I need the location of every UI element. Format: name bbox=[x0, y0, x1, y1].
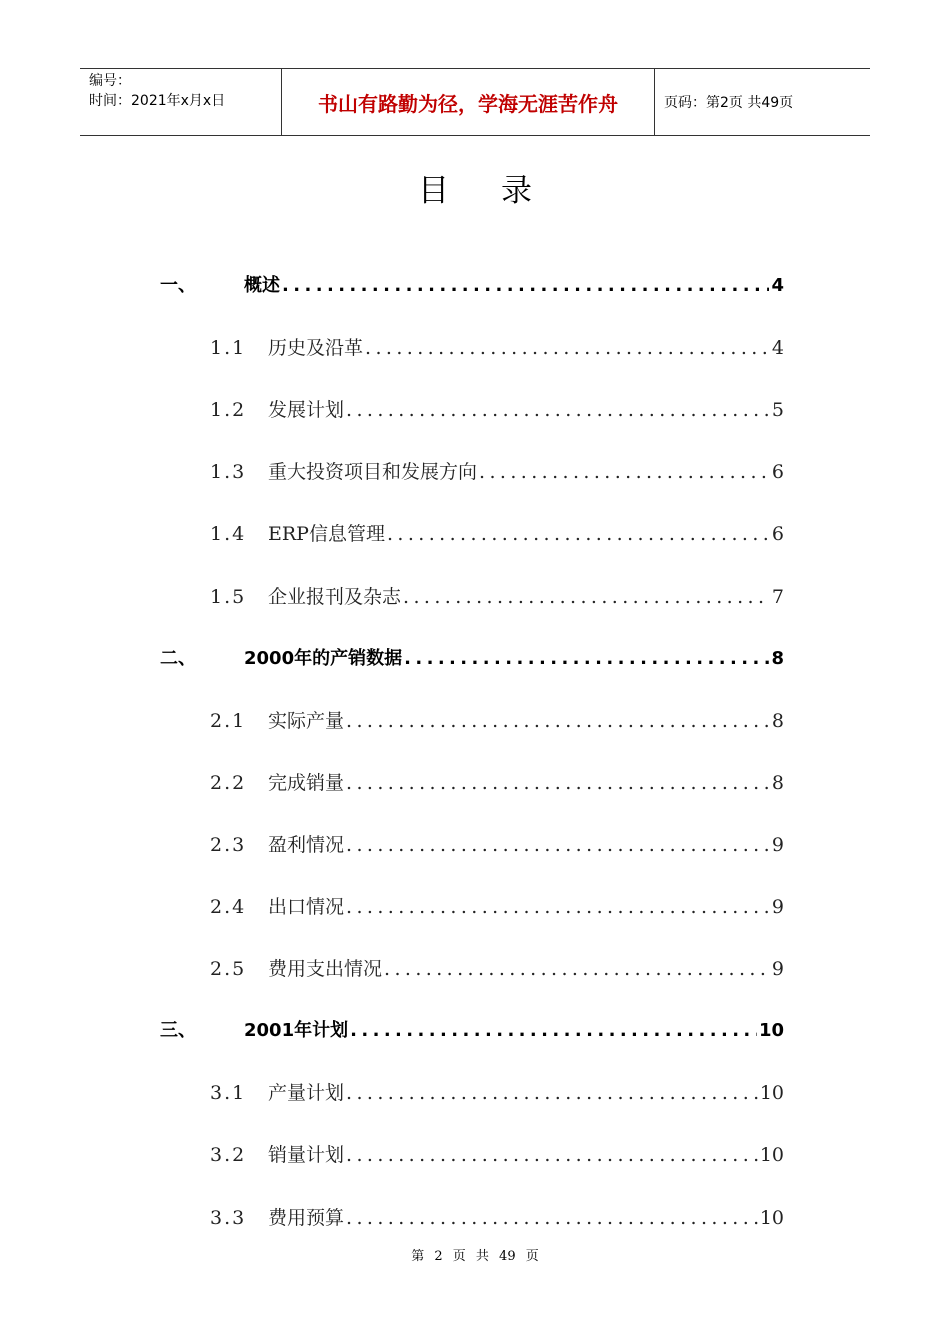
toc-entry-title: 产量计划 bbox=[268, 1082, 345, 1104]
toc-entry-page: 10 bbox=[759, 1144, 784, 1166]
toc-entry-page: 10 bbox=[759, 1082, 784, 1104]
toc-entry-number: 3.1 bbox=[210, 1082, 247, 1104]
toc-entry[interactable] bbox=[160, 519, 784, 547]
toc-leader-dots bbox=[387, 523, 770, 545]
toc-entry-number: 2.5 bbox=[210, 958, 247, 980]
toc-entry-number: 三、 bbox=[160, 1020, 196, 1041]
toc-entry-title: 完成销量 bbox=[268, 772, 345, 794]
toc-entry-page: 8 bbox=[771, 710, 784, 732]
toc-entry[interactable] bbox=[160, 954, 784, 982]
toc-leader-dots bbox=[346, 710, 770, 732]
toc-leader-dots bbox=[404, 648, 769, 669]
toc-entry-title: 2001年计划 bbox=[244, 1020, 349, 1041]
toc-entry[interactable] bbox=[160, 706, 784, 734]
toc-entry-title: 概述 bbox=[244, 275, 280, 296]
toc-entry-title: ERP信息管理 bbox=[268, 523, 385, 545]
toc-entry-page: 8 bbox=[771, 648, 784, 669]
toc-leader-dots bbox=[346, 399, 770, 421]
toc-entry-title: 实际产量 bbox=[268, 710, 345, 732]
toc-entry-page: 6 bbox=[771, 461, 784, 483]
toc-entry-number: 1.2 bbox=[210, 399, 247, 421]
toc-entry-number: 2.3 bbox=[210, 834, 247, 856]
toc-entry-number: 1.1 bbox=[210, 337, 247, 359]
toc-entry[interactable] bbox=[160, 582, 784, 610]
toc-entry-title: 企业报刊及杂志 bbox=[268, 586, 402, 608]
toc-entry-page: 6 bbox=[771, 523, 784, 545]
toc-entry[interactable] bbox=[160, 395, 784, 423]
toc-entry-title: 出口情况 bbox=[268, 896, 345, 918]
toc-leader-dots bbox=[346, 1144, 758, 1166]
toc-entry-title: 历史及沿革 bbox=[268, 337, 364, 359]
toc-entry-number: 1.4 bbox=[210, 523, 247, 545]
toc-entry-title: 盈利情况 bbox=[268, 834, 345, 856]
toc-entry-page: 4 bbox=[771, 275, 784, 296]
toc-leader-dots bbox=[346, 772, 770, 794]
toc-entry[interactable] bbox=[160, 1016, 784, 1044]
toc-entry[interactable] bbox=[160, 892, 784, 920]
toc-leader-dots bbox=[479, 461, 770, 483]
toc-entry-number: 二、 bbox=[160, 648, 196, 669]
toc-leader-dots bbox=[403, 586, 770, 608]
page-title: 目录 bbox=[418, 173, 584, 209]
toc-entry-title: 费用支出情况 bbox=[268, 958, 383, 980]
toc-entry-number: 3.3 bbox=[210, 1207, 247, 1229]
toc-entry[interactable] bbox=[160, 457, 784, 485]
toc-leader-dots bbox=[346, 1207, 758, 1229]
toc-entry-page: 5 bbox=[771, 399, 784, 421]
toc-entry[interactable] bbox=[160, 1140, 784, 1168]
toc-leader-dots bbox=[384, 958, 770, 980]
header-left-cell bbox=[80, 69, 282, 135]
toc-entry-page: 7 bbox=[771, 586, 784, 608]
toc-entry-title: 2000年的产销数据 bbox=[244, 648, 403, 669]
header-page-info: 页码：第2页 共49页 bbox=[664, 95, 794, 111]
toc-leader-dots bbox=[365, 337, 770, 359]
toc-entry-number: 2.2 bbox=[210, 772, 247, 794]
toc-entry-page: 4 bbox=[771, 337, 784, 359]
toc-entry-page: 9 bbox=[771, 958, 784, 980]
header-number-label: 编号： bbox=[89, 73, 131, 89]
toc-entry[interactable] bbox=[160, 1203, 784, 1231]
toc-entry-number: 1.5 bbox=[210, 586, 247, 608]
toc-entry-number: 2.1 bbox=[210, 710, 247, 732]
toc-entry-title: 销量计划 bbox=[268, 1144, 345, 1166]
toc-entry[interactable] bbox=[160, 644, 784, 672]
toc-leader-dots bbox=[346, 896, 770, 918]
toc-entry[interactable] bbox=[160, 768, 784, 796]
toc-entry-page: 10 bbox=[758, 1020, 784, 1041]
toc-entry-title: 重大投资项目和发展方向 bbox=[268, 461, 478, 483]
header-motto: 书山有路勤为径，学海无涯苦作舟 bbox=[282, 69, 655, 135]
toc-entry-number: 2.4 bbox=[210, 896, 247, 918]
toc-entry-page: 10 bbox=[759, 1207, 784, 1229]
page-header bbox=[80, 68, 870, 136]
toc-entry-title: 费用预算 bbox=[268, 1207, 345, 1229]
toc-leader-dots bbox=[350, 1020, 757, 1041]
toc-entry[interactable] bbox=[160, 830, 784, 858]
toc-entry-number: 一、 bbox=[160, 275, 196, 296]
header-date-label: 时间：2021年x月x日 bbox=[89, 93, 226, 109]
toc-entry-number: 1.3 bbox=[210, 461, 247, 483]
toc-entry-page: 8 bbox=[771, 772, 784, 794]
toc-leader-dots bbox=[282, 275, 769, 296]
toc-entry-page: 9 bbox=[771, 834, 784, 856]
toc-entry[interactable] bbox=[160, 1078, 784, 1106]
toc-entry[interactable] bbox=[160, 333, 784, 361]
toc-entry[interactable] bbox=[160, 271, 784, 299]
toc-leader-dots bbox=[346, 834, 770, 856]
toc-entry-title: 发展计划 bbox=[268, 399, 345, 421]
page-footer: 第 2 页 共 49 页 bbox=[411, 1249, 539, 1264]
toc-entry-number: 3.2 bbox=[210, 1144, 247, 1166]
toc-leader-dots bbox=[346, 1082, 758, 1104]
toc-entry-page: 9 bbox=[771, 896, 784, 918]
